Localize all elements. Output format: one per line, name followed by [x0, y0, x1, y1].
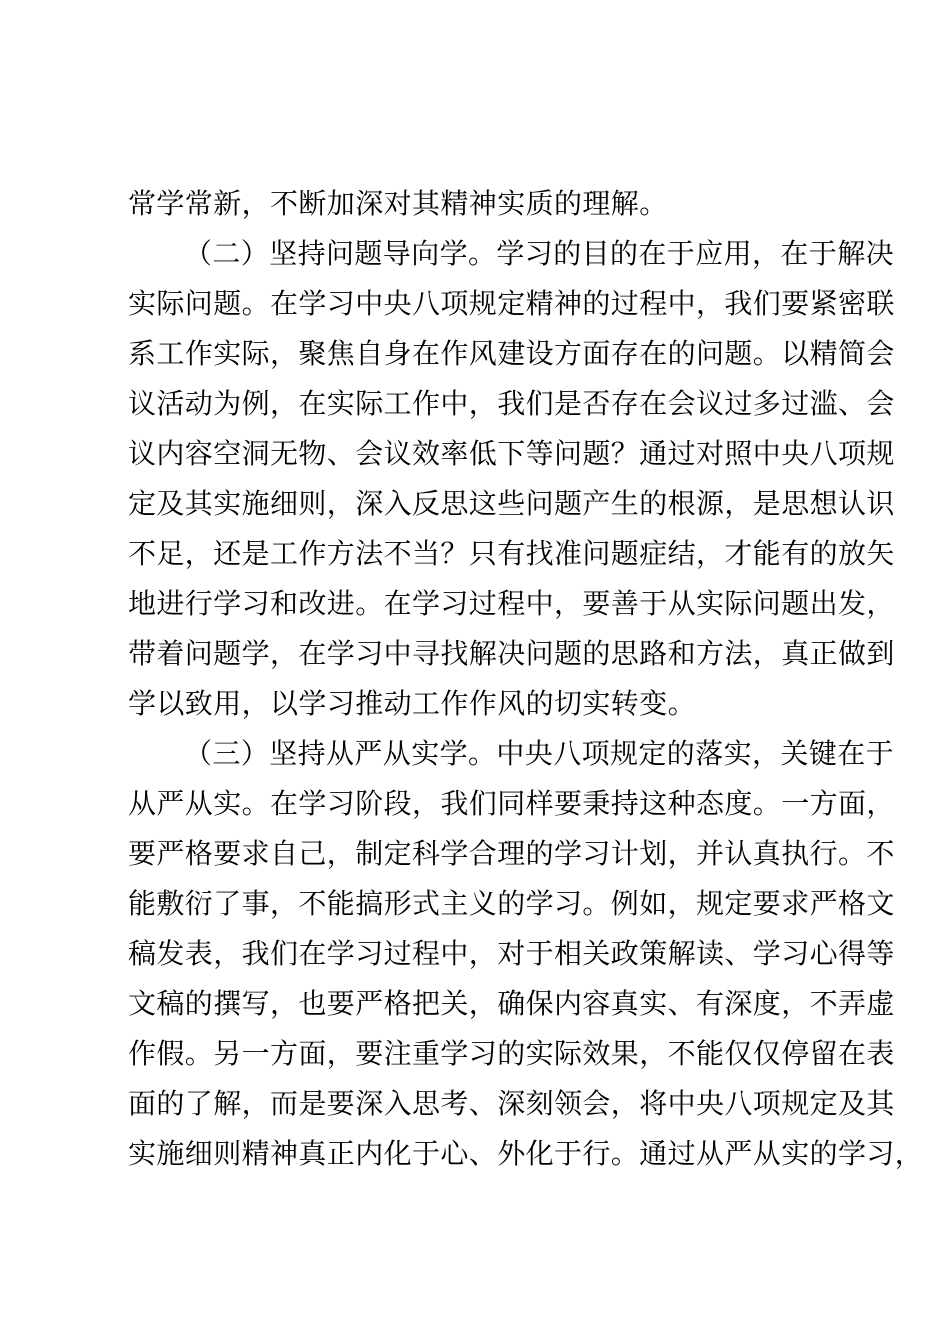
text-line: 实际问题。在学习中央八项规定精神的过程中，我们要紧密联: [128, 287, 895, 320]
text-line: 实施细则精神真正内化于心、外化于行。通过从严从实的学习，: [128, 1137, 924, 1170]
section-heading-line: （二）坚持问题导向学。学习的目的在于应用，在于解决: [184, 237, 895, 270]
text-line: 带着问题学，在学习中寻找解决问题的思路和方法，真正做到: [128, 637, 895, 670]
text-line: 要严格要求自己，制定科学合理的学习计划，并认真执行。不: [128, 837, 895, 870]
text-line: 议内容空洞无物、会议效率低下等问题？通过对照中央八项规: [128, 437, 895, 470]
text-line: 议活动为例，在实际工作中，我们是否存在会议过多过滥、会: [128, 387, 895, 420]
text-line: 地进行学习和改进。在学习过程中，要善于从实际问题出发，: [128, 587, 895, 620]
text-line: 作假。另一方面，要注重学习的实际效果，不能仅仅停留在表: [128, 1037, 895, 1070]
text-line: 常学常新，不断加深对其精神实质的理解。: [128, 187, 668, 220]
text-line: 稿发表，我们在学习过程中，对于相关政策解读、学习心得等: [128, 937, 895, 970]
section-heading-line: （三）坚持从严从实学。中央八项规定的落实，关键在于: [184, 737, 895, 770]
text-line: 文稿的撰写，也要严格把关，确保内容真实、有深度，不弄虚: [128, 987, 895, 1020]
text-line: 不足，还是工作方法不当？只有找准问题症结，才能有的放矢: [128, 537, 895, 570]
text-line: 定及其实施细则，深入反思这些问题产生的根源，是思想认识: [128, 487, 895, 520]
text-line: 系工作实际，聚焦自身在作风建设方面存在的问题。以精简会: [128, 337, 895, 370]
text-line: 面的了解，而是要深入思考、深刻领会，将中央八项规定及其: [128, 1087, 895, 1120]
text-line: 从严从实。在学习阶段，我们同样要秉持这种态度。一方面，: [128, 787, 895, 820]
text-line: 能敷衍了事，不能搞形式主义的学习。例如，规定要求严格文: [128, 887, 895, 920]
text-line: 学以致用，以学习推动工作作风的切实转变。: [128, 687, 697, 720]
